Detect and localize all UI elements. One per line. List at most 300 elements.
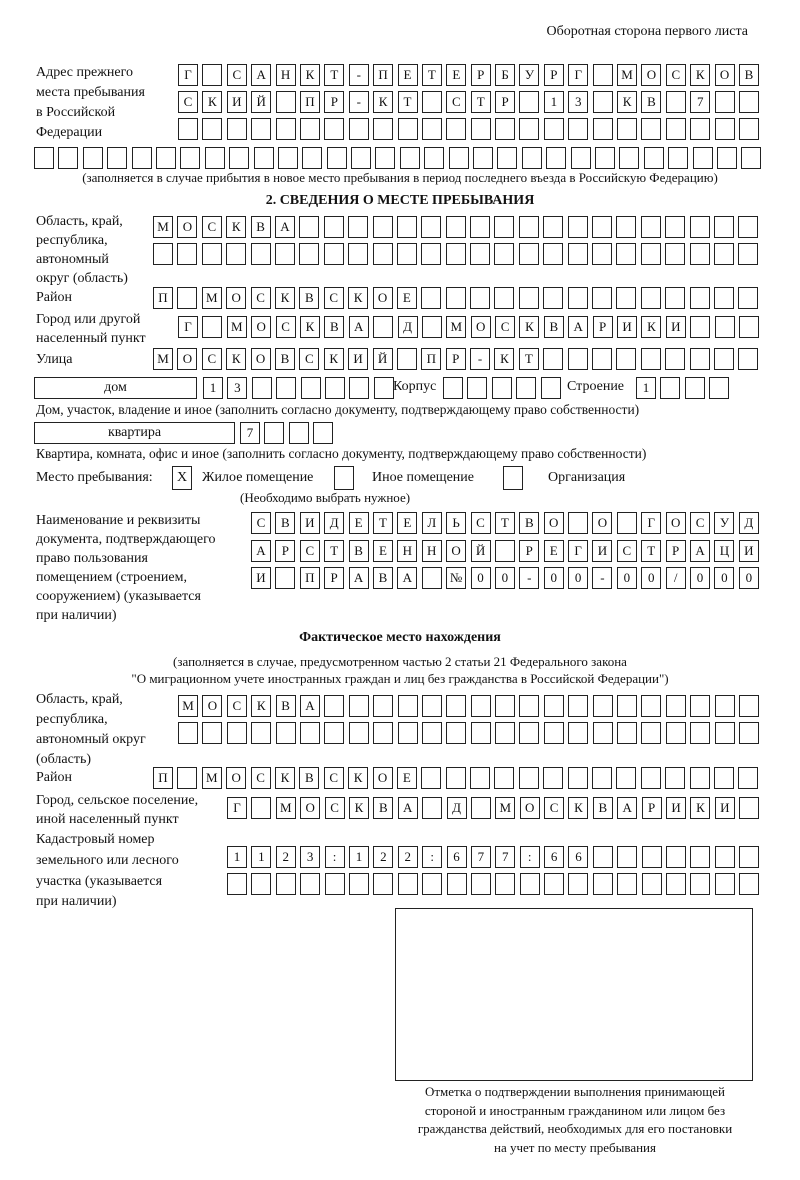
char-cell[interactable] [373, 722, 393, 744]
char-cell[interactable]: М [153, 216, 173, 238]
char-cell[interactable] [739, 118, 759, 140]
char-cell[interactable]: Д [324, 512, 344, 534]
char-cell[interactable]: Г [227, 797, 247, 819]
char-cell[interactable] [739, 316, 759, 338]
char-cell[interactable] [301, 377, 321, 399]
char-cell[interactable] [324, 216, 344, 238]
char-cell[interactable] [617, 846, 637, 868]
char-cell[interactable] [738, 243, 758, 265]
char-cell[interactable]: Е [373, 540, 393, 562]
char-cell[interactable] [593, 846, 613, 868]
char-cell[interactable]: С [544, 797, 564, 819]
char-cell[interactable] [156, 147, 176, 169]
char-cell[interactable] [715, 118, 735, 140]
doc-row-3[interactable] [251, 567, 763, 589]
char-cell[interactable] [227, 722, 247, 744]
char-cell[interactable] [543, 243, 563, 265]
char-cell[interactable] [641, 695, 661, 717]
char-cell[interactable]: С [251, 767, 271, 789]
char-cell[interactable] [325, 873, 345, 895]
char-cell[interactable] [544, 118, 564, 140]
actual-region-row-1[interactable] [178, 695, 763, 717]
char-cell[interactable]: К [251, 695, 271, 717]
char-cell[interactable] [665, 767, 685, 789]
char-cell[interactable]: О [226, 767, 246, 789]
char-cell[interactable] [251, 797, 271, 819]
char-cell[interactable]: К [617, 91, 637, 113]
char-cell[interactable] [226, 243, 246, 265]
char-cell[interactable] [252, 377, 272, 399]
char-cell[interactable] [641, 287, 661, 309]
char-cell[interactable]: В [739, 64, 759, 86]
char-cell[interactable]: Т [422, 64, 442, 86]
actual-region-row-2[interactable] [178, 722, 763, 744]
char-cell[interactable]: 1 [636, 377, 656, 399]
char-cell[interactable]: С [690, 512, 710, 534]
char-cell[interactable]: Е [544, 540, 564, 562]
char-cell[interactable] [276, 118, 296, 140]
char-cell[interactable] [519, 695, 539, 717]
residential-checkbox[interactable]: X [172, 466, 192, 490]
char-cell[interactable]: Е [446, 64, 466, 86]
char-cell[interactable]: Г [568, 540, 588, 562]
char-cell[interactable] [593, 91, 613, 113]
char-cell[interactable]: О [373, 767, 393, 789]
char-cell[interactable]: 1 [251, 846, 271, 868]
char-cell[interactable]: К [202, 91, 222, 113]
char-cell[interactable]: : [422, 846, 442, 868]
char-cell[interactable]: М [202, 767, 222, 789]
char-cell[interactable] [471, 873, 491, 895]
char-cell[interactable]: М [153, 348, 173, 370]
char-cell[interactable]: М [227, 316, 247, 338]
char-cell[interactable]: О [177, 216, 197, 238]
char-cell[interactable] [302, 147, 322, 169]
char-cell[interactable] [264, 422, 284, 444]
char-cell[interactable]: В [324, 316, 344, 338]
char-cell[interactable] [568, 243, 588, 265]
char-cell[interactable]: П [421, 348, 441, 370]
char-cell[interactable]: В [251, 216, 271, 238]
char-cell[interactable]: 0 [471, 567, 491, 589]
char-cell[interactable] [324, 243, 344, 265]
char-cell[interactable]: 3 [300, 846, 320, 868]
char-cell[interactable] [593, 722, 613, 744]
char-cell[interactable] [568, 695, 588, 717]
char-cell[interactable] [473, 147, 493, 169]
char-cell[interactable] [738, 287, 758, 309]
char-cell[interactable] [422, 695, 442, 717]
char-cell[interactable] [300, 873, 320, 895]
char-cell[interactable] [494, 287, 514, 309]
char-cell[interactable] [251, 118, 271, 140]
char-cell[interactable] [690, 767, 710, 789]
char-cell[interactable] [492, 377, 512, 399]
char-cell[interactable] [421, 243, 441, 265]
prev-address-row-3[interactable] [178, 118, 763, 140]
char-cell[interactable]: Т [398, 91, 418, 113]
char-cell[interactable] [398, 695, 418, 717]
char-cell[interactable] [497, 147, 517, 169]
char-cell[interactable]: И [666, 797, 686, 819]
apartment-cells[interactable] [240, 422, 338, 444]
char-cell[interactable] [715, 316, 735, 338]
char-cell[interactable] [593, 695, 613, 717]
char-cell[interactable]: А [349, 316, 369, 338]
char-cell[interactable] [690, 722, 710, 744]
char-cell[interactable] [349, 377, 369, 399]
char-cell[interactable]: 0 [544, 567, 564, 589]
char-cell[interactable]: И [251, 567, 271, 589]
char-cell[interactable] [665, 216, 685, 238]
char-cell[interactable] [495, 722, 515, 744]
char-cell[interactable] [300, 722, 320, 744]
char-cell[interactable] [519, 287, 539, 309]
char-cell[interactable] [739, 797, 759, 819]
char-cell[interactable]: 7 [690, 91, 710, 113]
char-cell[interactable]: А [690, 540, 710, 562]
char-cell[interactable] [202, 722, 222, 744]
char-cell[interactable] [616, 216, 636, 238]
char-cell[interactable]: О [251, 316, 271, 338]
char-cell[interactable] [544, 722, 564, 744]
char-cell[interactable]: О [520, 797, 540, 819]
char-cell[interactable]: М [178, 695, 198, 717]
char-cell[interactable] [617, 512, 637, 534]
char-cell[interactable] [495, 118, 515, 140]
char-cell[interactable] [324, 722, 344, 744]
char-cell[interactable] [276, 91, 296, 113]
char-cell[interactable]: Р [495, 91, 515, 113]
char-cell[interactable] [519, 767, 539, 789]
char-cell[interactable]: Е [397, 767, 417, 789]
char-cell[interactable] [739, 722, 759, 744]
region-row-1[interactable] [153, 216, 763, 238]
char-cell[interactable] [446, 722, 466, 744]
char-cell[interactable]: Р [275, 540, 295, 562]
char-cell[interactable] [251, 873, 271, 895]
char-cell[interactable]: О [373, 287, 393, 309]
char-cell[interactable]: Д [398, 316, 418, 338]
char-cell[interactable]: Р [642, 797, 662, 819]
char-cell[interactable] [470, 767, 490, 789]
char-cell[interactable] [714, 216, 734, 238]
char-cell[interactable]: 3 [227, 377, 247, 399]
char-cell[interactable]: С [617, 540, 637, 562]
char-cell[interactable] [180, 147, 200, 169]
char-cell[interactable] [470, 243, 490, 265]
char-cell[interactable] [738, 216, 758, 238]
char-cell[interactable] [132, 147, 152, 169]
prev-address-row-4[interactable] [34, 147, 766, 169]
char-cell[interactable] [107, 147, 127, 169]
char-cell[interactable]: К [275, 287, 295, 309]
char-cell[interactable] [422, 91, 442, 113]
char-cell[interactable] [592, 216, 612, 238]
char-cell[interactable] [177, 767, 197, 789]
char-cell[interactable] [373, 695, 393, 717]
char-cell[interactable] [520, 873, 540, 895]
prev-address-row-2[interactable] [178, 91, 763, 113]
other-premises-checkbox[interactable] [334, 466, 354, 490]
char-cell[interactable] [690, 287, 710, 309]
char-cell[interactable] [595, 147, 615, 169]
char-cell[interactable] [644, 147, 664, 169]
char-cell[interactable] [546, 147, 566, 169]
prev-address-row-1[interactable] [178, 64, 763, 86]
char-cell[interactable]: С [276, 316, 296, 338]
char-cell[interactable] [446, 216, 466, 238]
char-cell[interactable]: В [641, 91, 661, 113]
char-cell[interactable]: С [251, 287, 271, 309]
char-cell[interactable] [660, 377, 680, 399]
char-cell[interactable] [422, 797, 442, 819]
char-cell[interactable]: К [349, 797, 369, 819]
char-cell[interactable]: С [251, 512, 271, 534]
char-cell[interactable]: 0 [617, 567, 637, 589]
char-cell[interactable] [373, 873, 393, 895]
char-cell[interactable] [276, 377, 296, 399]
char-cell[interactable]: И [666, 316, 686, 338]
char-cell[interactable]: - [349, 91, 369, 113]
char-cell[interactable]: С [227, 695, 247, 717]
char-cell[interactable]: Й [373, 348, 393, 370]
char-cell[interactable] [275, 567, 295, 589]
char-cell[interactable]: Р [593, 316, 613, 338]
char-cell[interactable]: В [544, 316, 564, 338]
char-cell[interactable]: 6 [544, 846, 564, 868]
char-cell[interactable]: К [568, 797, 588, 819]
char-cell[interactable]: Л [422, 512, 442, 534]
char-cell[interactable] [254, 147, 274, 169]
char-cell[interactable]: Р [471, 64, 491, 86]
char-cell[interactable] [351, 147, 371, 169]
char-cell[interactable]: 1 [544, 91, 564, 113]
char-cell[interactable] [593, 873, 613, 895]
char-cell[interactable] [424, 147, 444, 169]
char-cell[interactable]: О [446, 540, 466, 562]
char-cell[interactable] [522, 147, 542, 169]
char-cell[interactable]: К [690, 64, 710, 86]
char-cell[interactable]: К [226, 216, 246, 238]
char-cell[interactable] [592, 767, 612, 789]
char-cell[interactable]: Е [349, 512, 369, 534]
char-cell[interactable]: Й [251, 91, 271, 113]
char-cell[interactable] [375, 147, 395, 169]
char-cell[interactable] [690, 243, 710, 265]
char-cell[interactable] [739, 695, 759, 717]
char-cell[interactable] [494, 767, 514, 789]
char-cell[interactable] [592, 243, 612, 265]
char-cell[interactable]: О [202, 695, 222, 717]
char-cell[interactable]: Т [324, 64, 344, 86]
char-cell[interactable] [568, 512, 588, 534]
char-cell[interactable]: П [300, 567, 320, 589]
char-cell[interactable] [641, 216, 661, 238]
char-cell[interactable] [541, 377, 561, 399]
char-cell[interactable]: 2 [276, 846, 296, 868]
char-cell[interactable]: 6 [568, 846, 588, 868]
char-cell[interactable] [666, 118, 686, 140]
char-cell[interactable] [519, 216, 539, 238]
char-cell[interactable] [665, 243, 685, 265]
char-cell[interactable]: М [495, 797, 515, 819]
char-cell[interactable] [568, 722, 588, 744]
char-cell[interactable] [422, 316, 442, 338]
char-cell[interactable] [715, 722, 735, 744]
char-cell[interactable]: 0 [641, 567, 661, 589]
char-cell[interactable]: Т [471, 91, 491, 113]
char-cell[interactable] [349, 722, 369, 744]
char-cell[interactable] [373, 118, 393, 140]
char-cell[interactable] [278, 147, 298, 169]
char-cell[interactable]: К [348, 767, 368, 789]
char-cell[interactable]: Т [373, 512, 393, 534]
char-cell[interactable] [543, 287, 563, 309]
char-cell[interactable] [205, 147, 225, 169]
char-cell[interactable] [299, 216, 319, 238]
char-cell[interactable] [178, 118, 198, 140]
char-cell[interactable] [348, 216, 368, 238]
char-cell[interactable] [446, 243, 466, 265]
char-cell[interactable] [83, 147, 103, 169]
char-cell[interactable]: Р [666, 540, 686, 562]
char-cell[interactable] [471, 722, 491, 744]
char-cell[interactable] [422, 567, 442, 589]
char-cell[interactable] [422, 722, 442, 744]
char-cell[interactable]: 7 [471, 846, 491, 868]
char-cell[interactable]: С [446, 91, 466, 113]
char-cell[interactable] [739, 846, 759, 868]
char-cell[interactable]: А [398, 797, 418, 819]
char-cell[interactable] [568, 287, 588, 309]
char-cell[interactable] [446, 767, 466, 789]
char-cell[interactable] [519, 118, 539, 140]
char-cell[interactable]: О [544, 512, 564, 534]
char-cell[interactable] [715, 695, 735, 717]
char-cell[interactable]: К [226, 348, 246, 370]
char-cell[interactable]: К [324, 348, 344, 370]
char-cell[interactable] [666, 873, 686, 895]
char-cell[interactable]: О [300, 797, 320, 819]
city-row[interactable] [178, 316, 763, 338]
char-cell[interactable]: С [666, 64, 686, 86]
char-cell[interactable]: / [666, 567, 686, 589]
char-cell[interactable] [690, 118, 710, 140]
street-row[interactable] [153, 348, 763, 370]
char-cell[interactable]: С [495, 316, 515, 338]
char-cell[interactable]: В [373, 567, 393, 589]
char-cell[interactable] [349, 695, 369, 717]
char-cell[interactable] [714, 348, 734, 370]
char-cell[interactable] [641, 348, 661, 370]
region-row-2[interactable] [153, 243, 763, 265]
char-cell[interactable]: О [251, 348, 271, 370]
char-cell[interactable]: К [641, 316, 661, 338]
char-cell[interactable] [641, 767, 661, 789]
char-cell[interactable]: А [275, 216, 295, 238]
cadastre-row-1[interactable] [227, 846, 764, 868]
char-cell[interactable]: С [202, 348, 222, 370]
char-cell[interactable] [313, 422, 333, 444]
char-cell[interactable]: В [275, 348, 295, 370]
char-cell[interactable] [202, 118, 222, 140]
char-cell[interactable] [471, 118, 491, 140]
korpus-cells[interactable] [443, 377, 565, 399]
char-cell[interactable]: 0 [690, 567, 710, 589]
char-cell[interactable] [568, 873, 588, 895]
char-cell[interactable] [325, 377, 345, 399]
char-cell[interactable]: В [373, 797, 393, 819]
char-cell[interactable] [738, 348, 758, 370]
char-cell[interactable]: К [300, 64, 320, 86]
char-cell[interactable] [642, 846, 662, 868]
char-cell[interactable]: В [276, 695, 296, 717]
char-cell[interactable] [443, 377, 463, 399]
char-cell[interactable]: А [397, 567, 417, 589]
char-cell[interactable]: М [617, 64, 637, 86]
char-cell[interactable]: У [519, 64, 539, 86]
char-cell[interactable]: М [446, 316, 466, 338]
char-cell[interactable]: Г [641, 512, 661, 534]
char-cell[interactable]: Г [568, 64, 588, 86]
char-cell[interactable]: С [471, 512, 491, 534]
char-cell[interactable] [690, 873, 710, 895]
char-cell[interactable]: И [592, 540, 612, 562]
char-cell[interactable]: Ь [446, 512, 466, 534]
char-cell[interactable]: 7 [240, 422, 260, 444]
char-cell[interactable] [665, 287, 685, 309]
char-cell[interactable] [616, 348, 636, 370]
apartment-type-field[interactable]: квартира [34, 422, 235, 444]
char-cell[interactable] [668, 147, 688, 169]
char-cell[interactable] [251, 243, 271, 265]
char-cell[interactable]: 1 [349, 846, 369, 868]
char-cell[interactable]: Е [397, 512, 417, 534]
char-cell[interactable]: М [202, 287, 222, 309]
char-cell[interactable] [544, 873, 564, 895]
char-cell[interactable] [516, 377, 536, 399]
char-cell[interactable]: И [715, 797, 735, 819]
char-cell[interactable]: С [324, 287, 344, 309]
char-cell[interactable] [327, 147, 347, 169]
char-cell[interactable]: К [300, 316, 320, 338]
char-cell[interactable] [617, 873, 637, 895]
char-cell[interactable] [202, 64, 222, 86]
char-cell[interactable]: 0 [739, 567, 759, 589]
char-cell[interactable] [276, 722, 296, 744]
char-cell[interactable] [227, 118, 247, 140]
char-cell[interactable] [449, 147, 469, 169]
char-cell[interactable] [741, 147, 761, 169]
char-cell[interactable] [543, 348, 563, 370]
char-cell[interactable] [397, 243, 417, 265]
char-cell[interactable]: В [299, 767, 319, 789]
char-cell[interactable]: В [275, 512, 295, 534]
char-cell[interactable] [715, 846, 735, 868]
char-cell[interactable] [592, 348, 612, 370]
char-cell[interactable]: - [519, 567, 539, 589]
char-cell[interactable] [421, 767, 441, 789]
char-cell[interactable]: К [275, 767, 295, 789]
char-cell[interactable]: Р [324, 91, 344, 113]
char-cell[interactable]: Д [447, 797, 467, 819]
char-cell[interactable]: 1 [203, 377, 223, 399]
char-cell[interactable]: С [300, 540, 320, 562]
char-cell[interactable] [348, 243, 368, 265]
char-cell[interactable] [666, 91, 686, 113]
char-cell[interactable] [202, 243, 222, 265]
